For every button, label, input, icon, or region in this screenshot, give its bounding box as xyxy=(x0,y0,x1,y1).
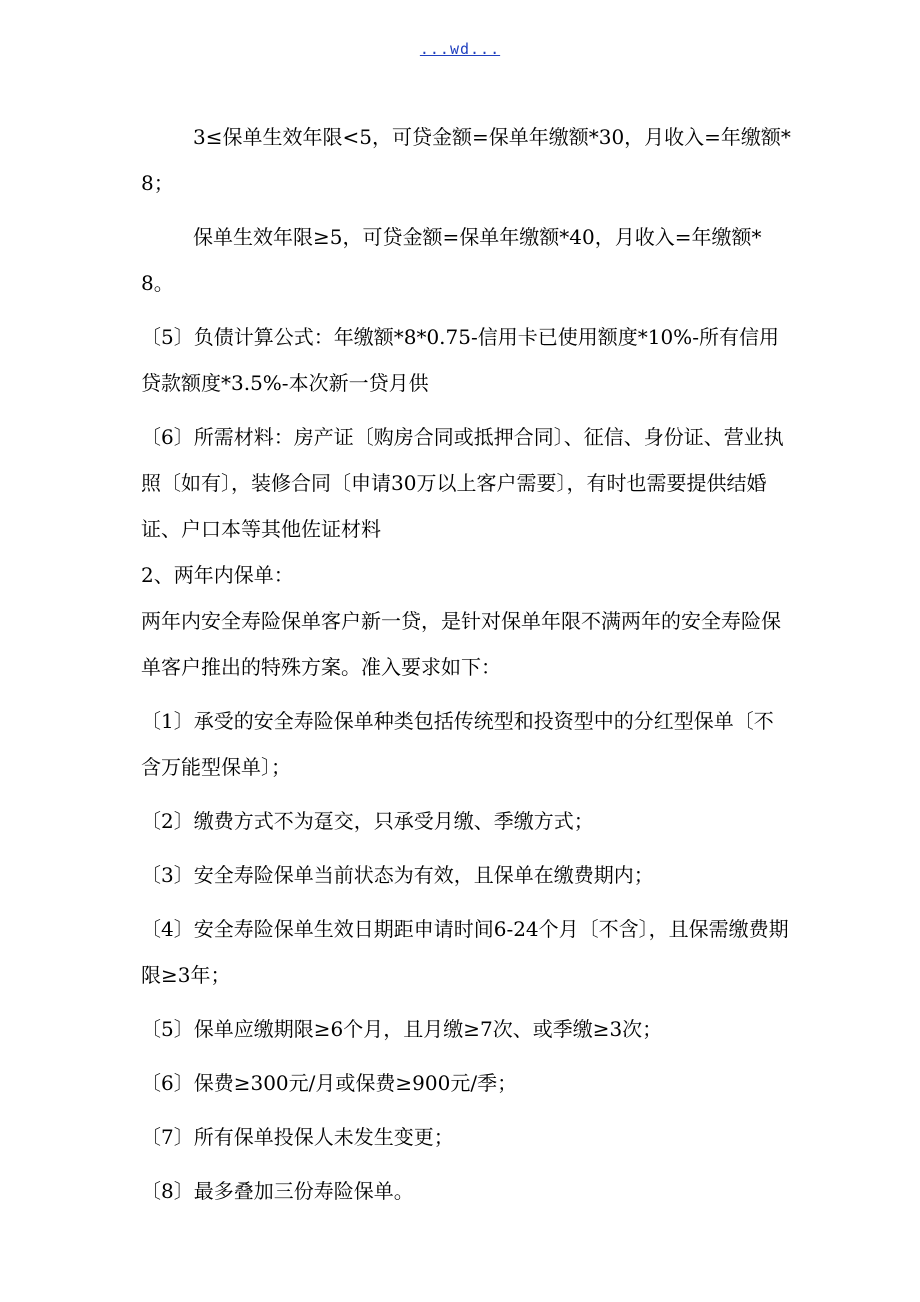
document-body xyxy=(141,114,791,1214)
page-header: ...wd... xyxy=(419,40,501,58)
requirement-item-3: 〔3〕安全寿险保单当前状态为有效，且保单在缴费期内； xyxy=(141,863,654,887)
section-heading-two-year-policy: 2、两年内保单： xyxy=(141,563,294,587)
requirement-item-8: 〔8〕最多叠加三份寿险保单。 xyxy=(141,1179,414,1203)
paragraph-two-year-intro: 两年内安全寿险保单客户新一贷，是针对保单年限不满两年的安全寿险保单客户推出的特殊方案。准入要求如下： xyxy=(141,609,781,679)
requirement-item-5: 〔5〕保单应缴期限≥6个月，且月缴≥7次、或季缴≥3次； xyxy=(141,1017,663,1041)
requirement-item-2: 〔2〕缴费方式不为趸交，只承受月缴、季缴方式； xyxy=(141,809,594,833)
requirement-item-6: 〔6〕保费≥300元/月或保费≥900元/季； xyxy=(141,1071,518,1095)
paragraph-loan-rule-5-plus: 保单生效年限≥5，可贷金额=保单年缴额*40，月收入=年缴额*8。 xyxy=(141,225,762,295)
requirement-item-7: 〔7〕所有保单投保人未发生变更； xyxy=(141,1125,454,1149)
paragraph-required-materials: 〔6〕所需材料：房产证〔购房合同或抵押合同〕、征信、身份证、营业执照〔如有〕，装修合同〔申请30万以上客户需要〕，有时也需要提供结婚证、户口本等其他佐证材料 xyxy=(141,425,784,541)
requirement-item-1: 〔1〕承受的安全寿险保单种类包括传统型和投资型中的分红型保单〔不含万能型保单〕； xyxy=(141,709,774,779)
requirement-item-4: 〔4〕安全寿险保单生效日期距申请时间6-24个月〔不含〕，且保需缴费期限≥3年； xyxy=(141,917,789,987)
paragraph-loan-rule-3-5: 3≤保单生效年限<5，可贷金额=保单年缴额*30，月收入=年缴额*8； xyxy=(141,125,791,195)
paragraph-debt-formula: 〔5〕负债计算公式：年缴额*8*0.75-信用卡已使用额度*10%-所有信用贷款额度*3.5%-本次新一贷月供 xyxy=(141,325,779,395)
